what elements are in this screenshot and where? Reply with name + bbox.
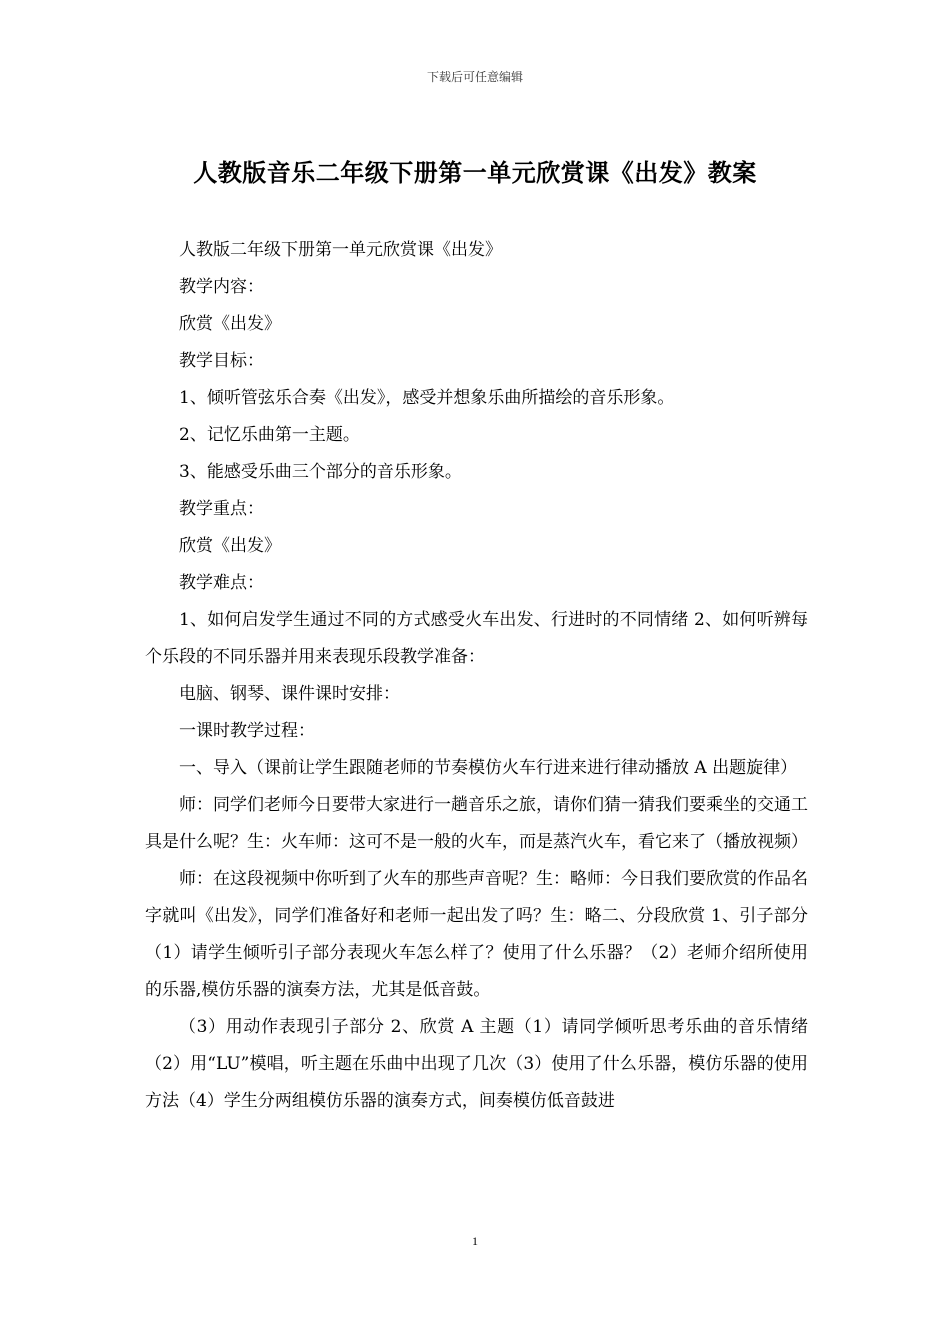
paragraph: 师：在这段视频中你听到了火车的那些声音呢？生：略师：今日我们要欣赏的作品名字就叫《出发》，同学们准备好和老师一起出发了吗？生：略二、分段欣赏 1、引子部分（1）请学生倾听引子部分表现火车怎么样了？使用了什么乐器？（2）老师介绍所使用的乐器,模仿乐器的演奏方法，尤其是低音鼓。 xyxy=(145,869,808,1000)
paragraph: 欣赏《出发》 xyxy=(179,536,281,556)
paragraph: 教学重点： xyxy=(179,499,264,519)
paragraph: 教学难点： xyxy=(179,573,264,593)
paragraph: 一、导入（课前让学生跟随老师的节奏模仿火车行进来进行律动播放 A 出题旋律） xyxy=(179,758,798,778)
paragraph: 教学目标： xyxy=(179,351,264,371)
paragraph: 3、能感受乐曲三个部分的音乐形象。 xyxy=(179,462,462,482)
paragraph: 1、倾听管弦乐合奏《出发》，感受并想象乐曲所描绘的音乐形象。 xyxy=(179,388,675,408)
paragraph: 1、如何启发学生通过不同的方式感受火车出发、行进时的不同情绪 2、如何听辨每个乐段的不同乐器并用来表现乐段教学准备： xyxy=(145,610,808,667)
paragraph: 师：同学们老师今日要带大家进行一趟音乐之旅，请你们猜一猜我们要乘坐的交通工具是什么呢？生：火车师：这可不是一般的火车，而是蒸汽火车，看它来了（播放视频） xyxy=(145,795,808,852)
page-number: 1 xyxy=(472,1234,478,1248)
paragraph: 人教版二年级下册第一单元欣赏课《出发》 xyxy=(179,240,502,260)
header-note: 下载后可任意编辑 xyxy=(426,70,523,84)
paragraph: 教学内容： xyxy=(179,277,264,297)
paragraph: 一课时教学过程： xyxy=(179,721,315,741)
document-body xyxy=(145,232,808,1120)
paragraph: （3）用动作表现引子部分 2、欣赏 A 主题（1）请同学倾听思考乐曲的音乐情绪（2）用“LU”模唱，听主题在乐曲中出现了几次（3）使用了什么乐器，模仿乐器的使用方法（4）学生分两组模仿乐器的演奏方式，间奏模仿低音鼓进 xyxy=(145,1017,808,1111)
paragraph: 欣赏《出发》 xyxy=(179,314,281,334)
paragraph: 2、记忆乐曲第一主题。 xyxy=(179,425,360,445)
document-title: 人教版音乐二年级下册第一单元欣赏课《出发》教案 xyxy=(193,159,757,187)
paragraph: 电脑、钢琴、课件课时安排： xyxy=(179,684,400,704)
